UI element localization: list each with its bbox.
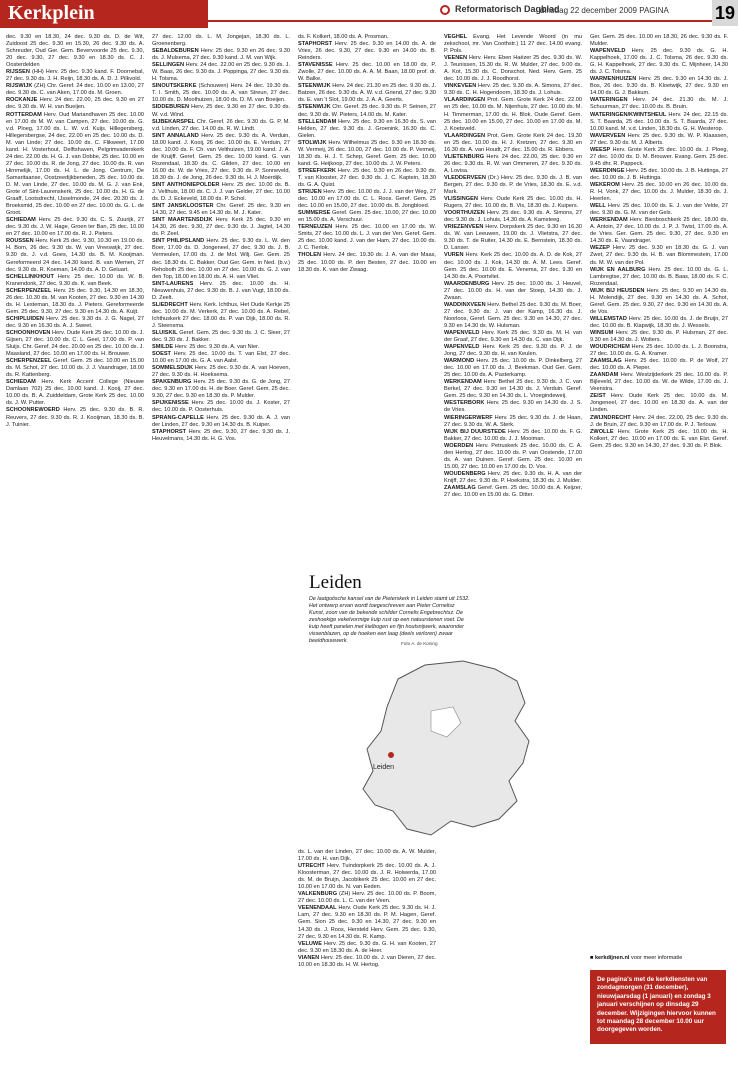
listing-entry: WEERDINGE Herv. 25 dec. 10.00 ds. J. B. Huttinga, 27 dec. 10.00 ds. J. B. Huttinga. xyxy=(590,167,728,181)
listing-entry: ds. F. Kolkert, 18.00 ds. A. Prosman. xyxy=(298,34,389,40)
listing-entry: VEENEN Herv. Herv. Eben Haëzer 25 dec. 9.30 ds. W. J. Teunissen, 15.30 ds. R. W. Mulder, 27 dec. 9.00 ds. A. Kot, 15.30 ds. C. Donschot. Ned. Herv. Gem. 25 dec. 10.00 ds. J. J. Roodhorst. xyxy=(444,55,582,83)
listing-entry: TERNEUZEN Herv. 25 dec. 10.00 en 17.00 ds. W. Smits, 27 dec. 10.00 ds. L. J. van der Ven. Geref. Gem. 25 dec. 10.00 kand. J. van der Ham, 27 dec. 10.00 ds. J. C. Tierlok. xyxy=(298,224,436,252)
place-name: VIANEN xyxy=(298,954,320,961)
listing-entry: WIJK BIJ DUURSTEDE Herv. 25 dec. 10.00 ds. F. G. Bakker, 27 dec. 10.00 ds. J. J. Mooiman. xyxy=(444,428,582,442)
section-title: Kerkplein xyxy=(8,2,95,24)
place-name: WIJK BIJ DUURSTEDE xyxy=(444,428,506,435)
listing-entry: STEENWIJK Chr. Geref. 25 dec. 9.30 ds. P. Seinen, 27 dec. 9.30 ds. W. Pieters, 14.00 ds. M. Kater. xyxy=(298,104,436,118)
section-masthead xyxy=(0,0,208,28)
place-name: SOMMELSDIJK xyxy=(152,365,194,372)
place-name: WEESP xyxy=(590,146,611,153)
place-name: WEKEROM xyxy=(590,181,620,188)
place-name: SCHIEDAM xyxy=(6,217,36,224)
listing-entry: VELUWE Herv. 25 dec. 9.30 ds. G. H. van Kooten, 27 dec. 9.30 en 18.30 ds. A. de Heer. xyxy=(298,940,436,954)
place-name: WOUDENBERG xyxy=(444,470,486,477)
feature-text: De laatgotische kansel van de Pieterskerk in Leiden stamt uit 1532. Het ontwerp ervan wordt toegeschreven aan Pieter Cornelisz Kunst, zoon van de bekende schilder Cornelis Engebrechtsz. De zeshoekige vekelvormige kuip rust op een natuurstenen voet. De kuip heeft panelen met kielbogen en fijn houtsnijwerk, waaronder vissenblazen, op de hoeken een laag (deels verloren) zwaar beeldhouwwerk. xyxy=(309,596,470,644)
listing-entry: SEBALDEBUREN Herv. 25 dec. 9.30 en 26 dec. 9.30 ds. J. Mulsema, 27 dec. 9.30 kand. J. M. van Wijk. xyxy=(152,48,290,62)
place-name: SINT ANTHONIEPOLDER xyxy=(152,181,220,188)
place-name: SCHIPLUIDEN xyxy=(6,315,44,322)
place-name: STAVENISSE xyxy=(298,62,333,69)
header-rule xyxy=(208,20,712,22)
map-label: Leiden xyxy=(373,764,395,771)
listing-entry: WEESP Herv. Grote Kerk 25 dec. 10.00 ds. J. Ploeg, 27 dec. 10.00 ds. D. M. Brouwer. Evang. Gem. 25 dec. 9.45 dhr. R. Pappeck. xyxy=(590,146,728,167)
netherlands-map xyxy=(303,651,573,841)
listing-entry: WAARDENBURG Herv. 25 dec. 10.00 ds. J. Heuvel, 27 dec. 10.00 ds. H. van der Stoep, 14.30 ds. J. Zwaan. xyxy=(444,280,582,301)
place-name: VEENENDAAL xyxy=(298,905,337,912)
page-number: 19 xyxy=(712,0,738,26)
listing-entry: ROTTERDAM Herv. Oud Mariandhaven 25 dec. 10.00 en 17.00 ds M. W. van Campen, 27 dec. 10.00 ds. G. v.d. Ploeg, 17.00 ds. L. W. v.d. Kuijs. Hillegersberg, Hillegersbergse, 24 dec. 22.00 en 25 dec. 10.00 ds. D. M. van Linde; 27 dec. 10.00 ds. C. Flikweert, 17.00 kand. H. Vosterhout, Delftshaven, Pelgrimvaderskerk 24 dec. 22.00 ds. H. G. J. van Dobbe, 25 dec. 10.00 en 27 dec. 10.00 ds. R. de Jong, 27 dec. 10.00 ds. R. van Hirnmelijk, 17.00 ds. H. L. de Jong. Centrum, De Samaritaanse, Oostzeedijkbeneden, 25 dec. 10.00 ds. D. M. van Linde, 27 dec. 10.00 ds. M. G. J. van Enk, Grote of Sint-Laurenskerk, 25 dec. 10.00 ds. H. G. de Graaff, Lootsdrecht, IJsselmonde, 24 dec. 20.30 ds. J. Broeksmid, 25 dec. 10.00 en 27 dec. 10.00 ds. G. L. de Groot. xyxy=(6,111,144,217)
web-link-suffix: voor meer informatie xyxy=(631,955,683,961)
place-name: STOLWIJK xyxy=(298,139,327,146)
listing-entry: SPRANG-CAPELLE Herv. 25 dec. 9.30 ds. A. J. van der Linden, 27 dec. 9.30 en 14.30 ds. B. Kuiper. xyxy=(152,414,290,428)
place-name: SCHOONREWOERD xyxy=(6,407,60,414)
listing-entry: WAPENVELD Herv. Kerk 25 dec. 9.30 ds. P. J. de Jong, 27 dec. 9.30 ds. H. van Keulen. xyxy=(444,344,582,358)
listing-entry: WOUDRICHEM Herv. 25 dec. 10.00 ds. L. J. Boonstra, 27 dec. 10.00 ds. G. A. Kramer. xyxy=(590,344,728,358)
place-name: WAPENVELD xyxy=(444,329,480,336)
listing-column-3-lower xyxy=(298,849,436,1064)
place-name: VLISSINGEN xyxy=(444,196,478,203)
place-name: SINT PHILIPSLAND xyxy=(152,238,205,245)
place-name: WOUDRICHEM xyxy=(590,344,630,351)
listing-column-3 xyxy=(298,34,436,562)
place-name: RIJSWIJK xyxy=(6,83,33,90)
place-name: ZWIJNDRECHT xyxy=(590,414,631,421)
listing-entry: SLIEDRECHT Herv. Kerk. Ichthus, Het Oude Kerkje 25 dec. 10.00 ds. M. Verkerk, 27 dec. 10.00 ds. A. Rebel, Ichthuskerk 27 dec. 18.00 ds. P. van Dijk, 18.00 ds. R. J. Steensma. xyxy=(152,301,290,329)
listing-entry: WILLEMSTAD Herv. 25 dec. 10.00 ds. J. de Bruijn, 27 dec. 10.00 ds. B. Klapwijk, 18.30 ds. J. Wessels. xyxy=(590,315,728,329)
place-name: VOORTHUIZEN xyxy=(444,210,485,217)
listing-entry: VLAARDINGEN Prot. Gem. Grote Kerk 24 dec. 19.30 en 25 dec. 10.00 ds. H. J. Kretzen, 27 dec. 9.30 en 16.30 ds. A. van Houdt, 27 dec. 15.00 ds. R. Ebbers. xyxy=(444,132,582,153)
listing-column-1 xyxy=(6,34,144,1064)
place-name: ZAANDAM xyxy=(590,372,619,379)
place-name: WINSUM xyxy=(590,329,614,336)
date-line xyxy=(540,6,669,15)
listing-entry: SINT ANTHONIEPOLDER Herv. 25 dec. 10.00 ds. B. J. Velthuis, 18.00 ds. C. J. J. van Gelder, 27 dec. 10.00 ds. D. J. Eckeveld, 18.00 ds. P. Schol. xyxy=(152,181,290,203)
listing-entry: SPIJKENISSE Herv. 25 dec. 10.00 ds. J. Koster, 27 dec. 10.00 ds. P. Oosterhuis. xyxy=(152,400,290,414)
place-name: VELUWE xyxy=(298,940,322,947)
place-name: WESTERBORK xyxy=(444,400,485,407)
listing-entry: 27 dec. 12.00 ds. L. M. Jongejan, 18.30 ds. L. Groenenberg. xyxy=(152,34,290,48)
listing-entry: WIJK EN AALBURG Herv. 25 dec. 10.00 ds. G. L. Lambregtse, 27 dec. 10.00 ds. B. Baas, 18.00 ds. F. C. Rozendaal. xyxy=(590,266,728,287)
place-name: SMILDE xyxy=(152,344,174,351)
listing-entry: VLEDDERVEEN (Dr.) Herv. 25 dec. 9.30 ds. J. B. van Bergen, 27 dec. 9.30 ds. P. de Vries, 18.30 ds. E. v.d. Mark. xyxy=(444,174,582,196)
listing-entry: ZEIST Herv. Oude Kerk 25 dec. 10.00 ds. M. Jongeneel, 27 dec. 10.00 en 18.30 ds. A. van der Linden. xyxy=(590,393,728,414)
listing-entry: SINT-LAURENS Herv. 25 dec. 10.00 ds. H. Nieuwenhuis, 27 dec. 9.30 ds. B. J. van Vugt, 18.00 ds. D. Zeelt. xyxy=(152,280,290,301)
listing-entry: VLIETENBURG Herv. 24 dec. 22.00, 25 dec. 9.30 en 26 dec. 9.30 ds. R. W. van Ommeren, 27 dec. 9.30 ds. A. Lovisa. xyxy=(444,153,582,174)
listing-entry: WERKENDAM Herv. Biesboschkerk 25 dec. 18.00 ds. A. Antoin, 27 dec. 10.00 ds. J. P. J. Twist, 17.00 ds. A. de Vries. Ger. Gem. 25 dec. 9.30, 27 dec. 9.30 en 14.30 ds. E. Vaandrager. xyxy=(590,217,728,245)
place-name: SUMMERSE xyxy=(298,210,331,217)
listing-entry: WELL Herv. 25 dec. 10.00 ds. E. J. van der Velde, 27 dec. 9.30 ds. G. M. van der Gels. xyxy=(590,203,728,217)
web-link-icon: ■ xyxy=(590,955,595,961)
listing-entry: WERKENDAM Herv. Bethel 25 dec. 9.30 ds. J. C. van Berkel, 27 dec. 9.30 en 14.30 ds. J. Verduin. Geref. Gem. 25 dec. 9.30 en 14.30 ds. L. Vroegindeweij. xyxy=(444,379,582,400)
page-header xyxy=(0,0,738,28)
listing-entry: SPAKENBURG Herv. 25 dec. 9.30 ds. G. de Jong, 27 dec. 9.30 en 17.00 ds. H. de Boer. Geref. Gem. 25 dec. 9.30, 27 dec. 9.30 en 18.30 ds. P. Mulder. xyxy=(152,379,290,400)
listing-entry: SCHIEDAM Herv. Kerk Accent College (Nieuwe Damlaan 702) 25 dec. 10.00 kand. J. Kooij, 27 dec. 10.00 ds. B. A. Zuiddeldam, Grote Kerk 25 dec. 10.00 ds. J. W. Putter. xyxy=(6,379,144,407)
place-name: ZAAMSLAG xyxy=(444,485,476,491)
listing-entry: VINKEVEEN Herv. 25 dec. 9.30 ds. A. Simons, 27 dec. 9.30 ds. C. H. Hogendoorn, 18.30 ds. J. Lohuis. xyxy=(444,83,582,97)
place-name: VLAARDINGEN xyxy=(444,97,486,104)
place-name: WEZEP xyxy=(590,245,610,252)
place-name: UTRECHT xyxy=(298,863,325,870)
listing-entry: SUMMERSE Geref. Gem. 25 dec. 10.00, 27 dec. 10.00 en 15.00 ds. A. Verschuur. xyxy=(298,210,436,224)
place-name: WARMENHUIZEN xyxy=(590,76,637,83)
place-name: WAARDENBURG xyxy=(444,280,490,287)
place-name: SPIJKENISSE xyxy=(152,400,189,407)
place-name: SCHERPENZEEL xyxy=(6,287,52,294)
listing-entry: SLUISKIL Geref. Gem. 25 dec. 9.30 ds. J. C. Sleer, 27 dec. 9.30 ds. J. Bakker. xyxy=(152,329,290,344)
listing-entry: SCHERPENZEEL Herv. 25 dec. 9.30, 14.30 en 18.30, 26 dec. 10.30 ds. M. van Kooten, 27 dec. 9.30 en 14.30 ds. H. Lesteman, 18.30 ds. J. Pieters. Gereformeerde Gem. 25 dec. 9.30, 27 dec. 9.30 en 14.30 ds. A. Kuijt. xyxy=(6,287,144,315)
listing-entry: SCHOONHOVEN Herv. Oude Kerk 25 dec. 10.00 ds. J. Gijsen, 27 dec. 10.00 ds. C. L. Geel, 17.00 ds. P. van Sluijs. Chr. Geref. 24 dec. 20.00 en 25 dec. 10.00 ds. J. Maasland, 27 dec. 10.00 en 17.00 ds. H. Brouwer. xyxy=(6,329,144,358)
place-name: VLEDDERVEEN xyxy=(444,174,486,181)
listing-entry: SCHOONREWOERD Herv. 25 dec. 9.30 ds. B. R. Reuvers, 27 dec. 9.30 ds. R. J. Kooijman, 18.30 ds. B. J. Tuinier. xyxy=(6,407,144,428)
listing-entry: STREEFKERK Herv. 25 dec. 9.30 en 26 dec. 9.30 ds. T. van Klooster, 27 dec. 9.30 ds. J. C. Kaptein, 18.30 ds. G. A. Quist. xyxy=(298,167,436,188)
listing-entry: ZAANDAM Herv. Westzijderkerk 25 dec. 10.00 ds. P. Bijleveld, 27 dec. 10.00 ds. W. de Wilde, 17.00 ds. J. Veenstra. xyxy=(590,372,728,393)
place-name: WILLEMSTAD xyxy=(590,315,627,322)
listing-entry: WIERINGERWERF Herv. 25 dec. 9.30 ds. J. de Haan, 27 dec. 9.30 ds. W. A. Sterk. xyxy=(444,414,582,428)
leiden-feature xyxy=(301,566,575,843)
place-name: SLUISKIL xyxy=(152,329,178,336)
issue-date: dinsdag 22 december 2009 xyxy=(540,6,637,15)
place-name: SPRANG-CAPELLE xyxy=(152,414,204,421)
listing-entry: dec. 9.30 en 18.30, 24 dec. 9.30 ds. D. de Wit, Zuidoost 25 dec. 9.30 en 15.30, 26 dec. 9.30 ds. A. Schreuder, Oud Ger. Gem. Bevervoorde 25 dec. 9.30, 20 dec. 9.30, 27 dec. 9.30 en 18.30 ds. C. J. Oosterdelden xyxy=(6,34,144,69)
listing-entry: STRIJEN Herv. 25 dec. 10.00 ds. J. J. van der Weg, 27 dec. 10.00 en 17.00 ds. C. L. Roos. Geref. Gem. 25 dec. 10.00 en 15.00, 27 dec. 10.00 ds. B. Jongbloed. xyxy=(298,189,436,210)
place-name: WAVERVEEN xyxy=(590,132,626,139)
listing-column-4 xyxy=(444,34,582,1064)
place-name: STEENWIJK xyxy=(298,83,331,90)
listing-entry: VUREN Herv. Kerk 25 dec. 10.00 ds. A. D. de Kok, 27 dec. 10.00 ds. J. Kok, 14.30 ds. A. M. Lees. Geref. Gem. 25 dec. 10.00 ds. E. Venema, 27 dec. 9.30 en 14.30 ds. A. Poortvliet. xyxy=(444,252,582,280)
listing-entry: SELLINGEN Herv. 24 dec. 22.00 en 25 dec. 9.30 ds. J. W. Baas, 26 dec. 9.30 ds. J. Poppinga, 27 dec. 9.30 ds. H. Tolsma. xyxy=(152,62,290,83)
place-name: WAPENVELD xyxy=(444,344,480,351)
listing-entry: STEENWIJK Herv. 24 dec. 21.30 en 25 dec. 9.30 ds. J. Batzen, 26 dec. 9.30 ds. A. W. v.d. Griend, 27 dec. 9.30 ds. E. van 't Slot, 19.00 ds. J. A. A. Geerts. xyxy=(298,83,436,104)
listing-entry: SCHELLINKHOUT Herv. 25 dec. 10.00 ds. W. B. Kranendonk, 27 dec. 9.30 ds. K. van Beek. xyxy=(6,273,144,287)
place-name: WIJK BIJ HEUSDEN xyxy=(590,287,645,294)
place-name: SCHOONHOVEN xyxy=(6,329,51,336)
listing-entry: SCHIEDAM Herv. 25 dec. 9.30 ds. C. S. Zuurijk, 27 dec. 9.30 ds. J. W. Hage, Groen ter Ban, 25 dec. 10.00 en 27 dec. 10.00 en 17.00 ds. R. J. Pieters. xyxy=(6,217,144,238)
listing-entry: Ger. Gem. 25 dec. 10.00 en 18.30, 26 dec. 9.30 ds. F. Mulder. xyxy=(590,34,728,48)
listing-entry: WAPENVELD Herv. Kerk 25 dec. 9.30 ds. M. H. van der Graaf, 27 dec. 9.30 en 14.30 ds. C. van Dijk. xyxy=(444,329,582,344)
place-name: ROTTERDAM xyxy=(6,111,42,118)
place-name: SELLINGEN xyxy=(152,62,185,69)
place-name: STREEFKERK xyxy=(298,167,336,174)
listing-entry: ds. L. van der Linden, 27 dec. 10.00 ds. A. W. Mulder, 17.00 ds. H. van Dijk. xyxy=(298,849,436,863)
listing-entry: SOMMELSDIJK Herv. 25 dec. 9.30 ds. A. van Hoeven, 27 dec. 9.30 ds. H. Hoeksema. xyxy=(152,365,290,379)
listing-column-5 xyxy=(590,34,728,1064)
place-name: WATERINGEN/KWINTSHEUL xyxy=(590,111,667,118)
place-name: SIJBEKARSPEL xyxy=(152,118,195,125)
place-name: SLIEDRECHT xyxy=(152,301,188,308)
listing-entry: WEKEROM Herv. 25 dec. 10.00 en 26 dec. 10.00 ds. R. H. Vonk, 27 dec. 10.00 ds. J. Mulder, 18.30 ds. J. Heerlen. xyxy=(590,181,728,203)
place-name: STELLENDAM xyxy=(298,118,337,125)
place-name: WEERDINGE xyxy=(590,167,625,174)
place-name: VLIETENBURG xyxy=(444,153,485,160)
listing-entry: VOORTHUIZEN Herv. 25 dec. 9.30 ds. A. Simons, 27 dec. 9.30 ds. J. Lohuis, 14.30 ds. A. Kamsteeg. xyxy=(444,210,582,224)
place-name: WARMOND xyxy=(444,358,475,365)
place-name: WADDINXVEEN xyxy=(444,301,486,308)
listing-entry: ROCKANJE Herv. 24 dec. 22.00, 25 dec. 9.30 en 27 dec. 9.30 ds. W. H. van Bueijen. xyxy=(6,97,144,111)
listing-entry: WIJK BIJ HEUSDEN Herv. 25 dec. 9.30 en 14.30 ds. H. Molendijk, 27 dec. 9.30 en 14.30 ds. A. Schot, Geref. Gem. 25 dec. 9.30, 27 dec. 9.30 en 14.30 ds. A. de Vos. xyxy=(590,287,728,315)
listing-entry: SINT MAARTENSDIJK Herv. Kerk 25 dec. 9.30 en 14.30, 26 dec. 9.30, 27 dec. 9.30 ds. J. Jagtel, 14.30 ds. P. Zeel. xyxy=(152,217,290,238)
place-name: STAPHORST xyxy=(298,41,333,48)
place-name: WERKENDAM xyxy=(590,217,628,224)
listing-entry: WATERINGEN/KWINTSHEUL Herv. 24 dec. 22.15 ds. S. T. Baarda, 25 dec. 10.00 ds. S. T. Baarda, 27 dec. 10.00 kand. M. v.d. Linden, 18.30 ds. G. H. Westerop. xyxy=(590,111,728,132)
place-name: STRIJEN xyxy=(298,189,322,196)
service-listings xyxy=(6,34,730,1064)
deadline-notice: De pagina's met de kerkdiensten van zondagmorgen (31 december), nieuwjaarsdag (1 januari) en zondag 3 januari verschijnen op dinsdag 29 december. Wijzigingen hiervoor kunnen tot maandag 28 december 10.00 uur doorgegeven worden. xyxy=(590,970,726,1044)
listing-entry: SCHIPLUIDEN Herv. 25 dec. 9.30 ds. J. G. Nagel, 27 dec. 9.30 en 16.30 ds. A. J. Sweet. xyxy=(6,315,144,329)
place-name: SINT JANSKLOOSTER xyxy=(152,203,214,210)
listing-entry: SCHERPENZEEL Geref. Gem. 25 dec. 10.00 en 15.00 ds. M. Schot, 27 dec. 10.00 ds. J. J. Vaandrager, 18.00 ds. R. Kattenberg. xyxy=(6,358,144,379)
listing-entry: WESTERBORK Herv. 25 dec. 9.30 en 14.30 ds. J. S. de Vries. xyxy=(444,400,582,414)
place-name: SINT ANNALAND xyxy=(152,132,199,139)
listing-entry: VEENENDAAL Herv. Oude Kerk 25 dec. 9.30 ds. H. J. Lam, 27 dec. 9.30 en 18.30 ds. P. M. Hagen, Geref. Gem. Sion 25 dec. 9.30 en 14.30, 27 dec. 9.30 en 14.30 ds. J. Roos, Hersteld Herv. Gem. 25 dec. 9.30, 27 dec. 9.30 en 14.30 ds. R. Kamp. xyxy=(298,905,436,940)
listing-entry: WATERINGEN Herv. 24 dec. 21.30 ds. M. J. Schuurman, 27 dec. 10.00 ds. B. Bruin. xyxy=(590,97,728,111)
place-name: WIERINGERWERF xyxy=(444,414,493,421)
listing-entry: SINT PHILIPSLAND Herv. 25 dec. 9.30 ds. L. W. den Boer, 17.00 ds. D. Jongeneel, 27 dec. 9.30 ds. J. B. Vermeulen, 17.00 ds. J. de Mol. Wilj. Ger. Gem. 25 dec. 18.30 ds. C. Bakker. Oud Ger. Gem. in Ned. (b.v.) Rehoboth 25 dec. 10.00 en 27 dec. 10.00 ds. G. J. van den Top, 18.00 en 18.00 ds. A. H. van Vliet. xyxy=(152,238,290,280)
place-name: VEENEN xyxy=(444,55,468,62)
place-name: SCHIEDAM xyxy=(6,379,36,386)
place-name: RIJSSEN xyxy=(6,69,30,76)
listing-entry: ZAAMSLAG Herv. 25 dec. 10.00 ds. P. de Wolf, 27 dec. 10.00 ds. A. Pieper. xyxy=(590,358,728,372)
place-name: SINOUTSKERKE xyxy=(152,83,197,90)
listing-entry: RIJSSEN (HH) Herv. 25 dec. 9.30 kand. F. Doornebal, 27 dec. 9.30 ds. J. H. Reijn, 18.30 ds. A. D. J. Pilkvold. xyxy=(6,69,144,83)
place-name: TERNEUZEN xyxy=(298,224,333,231)
place-name: SCHELLINKHOUT xyxy=(6,273,54,280)
listing-entry: VALKENBURG (ZH) Herv. 25 dec. 10.00 ds. P. Boom, 27 dec. 10.00 ds. L. C. van der Veen. xyxy=(298,891,436,905)
place-name: ROCKANJE xyxy=(6,97,38,104)
listing-entry: STOLWIJK Herv. Wilhelmus 25 dec. 9.30 en 18.30 ds. W. Vermeij, 26 dec. 10.00, 27 dec. 10.00 ds. P. Vermeij, 18.30 ds. H. J. T. Schep, Geref. Gem. 25 dec. 10.00 kand. G. Heijkoop, 27 dec. 10.00 ds. J. W. Peters. xyxy=(298,139,436,167)
listing-entry: WOUDENBERG Herv. 25 dec. 9.30 ds. H. A. van der Knijff, 27 dec. 9.30 ds. P. Hoekstra, 18.30 ds. J. Mulder. xyxy=(444,470,582,484)
listing-entry: WADDINXVEEN Herv. Bethel 25 dec. 9.30 ds. M. Boer, 27 dec. 9.30 ds. J. van der Kamp, 16.30 ds. J. Noorloos, Geref. Gem. 25 dec. 9.30 en 14.30, 27 dec. 9.30 en 14.30 ds. W. Hulsman. xyxy=(444,301,582,329)
listing-entry: WAVERVEEN Herv. 25 dec. 9.30 ds. W. P. Klaassen, 27 dec. 9.30 ds. M. J. Alberts. xyxy=(590,132,728,146)
place-name: SINT-LAURENS xyxy=(152,280,194,287)
listing-entry: ROUSSEN Herv. Kerk 25 dec. 9.30, 10.30 en 19.00 ds. H. Born, 26 dec. 9.30 ds. W. van Vreeswijk, 27 dec. 9.30 ds. J. v.d. Goes, 14.30 ds. B. M. Kooijman. Gereformeerd 24 dec. 14.30 kand. B. van Wemen, 27 dec. 9.30 ds. R. Koeman, 14.00 ds. A. D. Geluart. xyxy=(6,238,144,273)
place-name: WOERDEN xyxy=(444,442,474,449)
place-name: VUREN xyxy=(444,252,464,259)
place-name: SIDDEBUREN xyxy=(152,104,189,111)
listing-entry: RIJSWIJK (ZH) Chr. Geref. 24 dec. 10.00 en 13.00, 27 dec. 9.30 ds. C. van Aken, 17.00 ds. M. Groen. xyxy=(6,83,144,97)
listing-entry: VIANEN Herv. 25 dec. 10.00 ds. J. van Dieren, 27 dec. 10.00 en 18.30 ds. H. W. Hertog. xyxy=(298,954,436,968)
place-name: WELL xyxy=(590,203,606,210)
listing-entry: UTRECHT Herv. Tuindorpkerk 25 dec. 10.00 ds. A. J. Kloosterman, 27 dec. 10.00 ds. J. R. Holwerda, 17.00 ds. M. de Bruijn, Jacobikerk 25 dec. 10.00 en 27 dec. 10.00 en 17.00 ds. N. van Eeden. xyxy=(298,863,436,891)
map-coastline xyxy=(363,661,529,835)
place-name: SPAKENBURG xyxy=(152,379,192,386)
place-name: ZAAMSLAG xyxy=(590,358,622,365)
place-name: VEGHEL xyxy=(444,34,468,40)
listing-entry: ZWOLLE Herv. Grote Kerk 25 dec. 10.00 ds. H. Kolkert, 27 dec. 10.00 en 17.00 ds. E. van Elst. Geref. Gem. 25 dec. 9.30 en 14.30, 27 dec. 9.30 ds. P. Blok. xyxy=(590,428,728,449)
place-name: WATERINGEN xyxy=(590,97,628,104)
place-name: SCHERPENZEEL xyxy=(6,358,52,365)
place-name: ZEIST xyxy=(590,393,606,400)
place-name: VINKEVEEN xyxy=(444,83,477,90)
web-link-label: kerkdijnen.nl xyxy=(594,955,630,961)
listing-entry: SIDDEBUREN Herv. 25 dec. 9.30 en 27 dec. 9.30 ds. W. v.d. Wind. xyxy=(152,104,290,118)
listing-entry: SINT ANNALAND Herv. 25 dec. 9.30 ds. A. Verduin, 18.00 kand. J. Kooij, 26 dec. 10.00 ds. E. Verduin, 27 dec. 10.00 ds. F. Ch. van Velthuizen, 19.00 kand. J. A. de Kruijff. Geref. Gem. 25 dec. 10.00 kand. G. van Rozendaal, 18.30 ds. C. Gilden, 27 dec. 10.00 en 16.00 ds. W. de Vries, 27 dec. 9.30 ds. P. Sonneveld, 18.30 ds. J. de Jong, 26 dec. 9.30 ds. H. J. Moerdijk. xyxy=(152,132,290,181)
listing-entry: SINOUTSKERKE (Schouwen) Herv. 24 dec. 19.30 ds. T. I. Smith, 25 dec. 10.00 ds. A. van Streun, 27 dec. 10.00 ds. D. Moolhuizen, 18.00 ds. D. M. van Boeijen. xyxy=(152,83,290,104)
place-name: WERKENDAM xyxy=(444,379,482,386)
listing-entry: SOEST Herv. 25 dec. 10.00 ds. T. van Elst, 27 dec. 10.00 en 17.00 ds. G. A. van Aalst. xyxy=(152,351,290,365)
listing-entry: SMILDE Herv. 25 dec. 9.30 ds. A. van Nier. xyxy=(152,344,260,351)
listing-entry: ZWIJNDRECHT Herv. 24 dec. 22.00, 25 dec. 9.30 ds. J. de Bruin, 27 dec. 9.30 en 17.00 ds. P. J. Terlouw. xyxy=(590,414,728,428)
listing-entry: STAVENISSE Herv. 25 dec. 10.00 en 18.00 ds. P. Zwolle, 27 dec. 10.00 ds. A. A. M. Baan, 18.00 prof. dr. W. Balke. xyxy=(298,62,436,83)
place-name: WAPENVELD xyxy=(590,48,626,55)
listing-entry: VLISSINGEN Herv. Oude Kerk 25 dec. 10.00 ds. H. Rugers, 27 dec. 10.00 ds. B. Vis, 18.30 ds. J. Kuipers. xyxy=(444,196,582,210)
place-name: STAPHORST xyxy=(152,428,187,435)
listing-column-2 xyxy=(152,34,290,1064)
listing-entry: WINSUM Herv. 25 dec. 9.30 ds. P. Hulsman, 27 dec. 9.30 en 14.30 ds. J. Wolters. xyxy=(590,329,728,344)
place-name: SEBALDEBUREN xyxy=(152,48,199,55)
listing-entry: ZAAMSLAG Geref. Gem. 25 dec. 10.00 ds. A. Keijzer, 27 dec. 10.00 en 15.00 ds. G. Ditter. xyxy=(444,485,582,499)
place-name: SINT MAARTENSDIJK xyxy=(152,217,213,224)
listing-entry: WAPENVELD Herv. 25 dec. 9.30 ds. G. H. Kappelhoek, 17.00 ds. J. C. Tolsma, 26 dec. 9.30 ds. G. H. Kappelhoek, 27 dec. 9.30 ds. C. Mijnheer, 14.30 ds. J. C. Tolsma. xyxy=(590,48,728,76)
place-name: VRIEZENVEEN xyxy=(444,224,484,231)
place-name: VLAARDINGEN xyxy=(444,132,486,139)
listing-entry: WARMOND Herv. 25 dec. 10.00 ds. P. Dinkelberg, 27 dec. 10.00 en 17.00 ds. J. Beekman. Oud Ger. Gem. 25 dec. 10.00 ds. A. Pasterkamp. xyxy=(444,358,582,379)
leiden-marker xyxy=(388,752,394,758)
web-link[interactable] xyxy=(590,955,682,961)
place-name: THOLEN xyxy=(298,252,321,259)
publication-logo-icon xyxy=(440,5,450,15)
listing-entry: WOERDEN Herv. Petruskerk 25 dec. 10.00 ds. C. A. den Hertog, 27 dec. 10.00 ds. P. van Oostende, 17.00 ds. A. van Duinen. Geref. Gem. 25 dec. 10.00 en 15.00, 27 dec. 10.00 en 17.00 ds. D. Vos. xyxy=(444,442,582,470)
listing-entry: VLAARDINGEN Prot. Gem. Grote Kerk 24 dec. 22.00 en 25 dec. 10.00 ds. M. Nijenhuis, 27 dec. 10.00 ds. M. H. Timmerman, 17.00 ds. H. Blok. Oude Geref. Gem. 25 dec. 10.00 en 15.00, 27 dec. 10.00 en 17.00 ds. M. J. Koetsveld. xyxy=(444,97,582,132)
place-name: ROUSSEN xyxy=(6,238,34,245)
listing-entry: STELLENDAM Herv. 25 dec. 9.30 en 16.30 ds. S. van Helden, 27 dec. 9.30 ds. J. Groenink, 16.30 ds. C. Gielen. xyxy=(298,118,436,139)
place-name: VALKENBURG xyxy=(298,891,338,898)
place-name: ZWOLLE xyxy=(590,428,614,435)
listing-entry: STAPHORST Herv. 25 dec. 9.30 en 14.00 ds. A. de Vries, 26 dec. 9.30, 27 dec. 9.30 en 14.00 ds. B. Reinders. xyxy=(298,41,436,62)
listing-entry: SINT JANSKLOOSTER Chr. Geref. 25 dec. 9.30 en 14.30, 27 dec. 9.45 en 14.30 ds. M. J. Kater. xyxy=(152,203,290,217)
photo-credit: Foto A. de Koning xyxy=(401,641,438,646)
listing-entry: WEZEP Herv. 25 dec. 9.30 en 18.30 ds. G. J. van Zwet, 27 dec. 9.30 ds. H. B. van Blommestein, 17.00 ds. M. W. van der Pol. xyxy=(590,245,728,266)
place-name: SOEST xyxy=(152,351,171,358)
listing-entry: VRIEZENVEEN Herv. Dorpskerk 25 dec. 9.30 en 16.30 ds. W. van Leeuwen, 19.00 ds. J. Vlietstra, 27 dec. 9.30 ds. T. de Ruiter, 14.30 ds. E. Bernstein, 18.30 ds. D. Lanser. xyxy=(444,224,582,252)
listing-entry: STAPHORST Herv. 25 dec. 9.30, 27 dec. 9.30 ds. J. Heuvelmans, 14.30 ds. H. G. Vos. xyxy=(152,428,290,442)
publication-name: Reformatorisch Dagblad xyxy=(455,4,560,14)
page-label: PAGINA xyxy=(639,6,669,15)
listing-entry: WARMENHUIZEN Herv. 25 dec. 9.30 en 14.30 ds. J. Bos, 26 dec. 9.30 ds. B. Kloetwijk, 27 dec. 9.30 en 14.00 ds. G. J. Bakkum. xyxy=(590,76,728,97)
listing-entry: VEGHEL Evang. Het Levende Woord (in mu zekschool, mr. Van Coothstr.) 11 27 dec. 14.00 evang. P. Pols. xyxy=(444,34,582,55)
place-name: WIJK EN AALBURG xyxy=(590,266,646,273)
feature-title: Leiden xyxy=(309,572,362,593)
listing-entry: SIJBEKARSPEL Chr. Geref. 26 dec. 9.30 ds. G. P. M. v.d. Linden, 27 dec. 14.00 ds. R. W. Lindt. xyxy=(152,118,290,132)
place-name: STEENWIJK xyxy=(298,104,331,111)
listing-entry: THOLEN Herv. 24 dec. 19.30 ds. J. A. van der Maas, 25 dec. 10.00 ds. P. den Besten, 27 dec. 10.00 en 18.30 ds. K. van der Zwaag. xyxy=(298,252,436,273)
